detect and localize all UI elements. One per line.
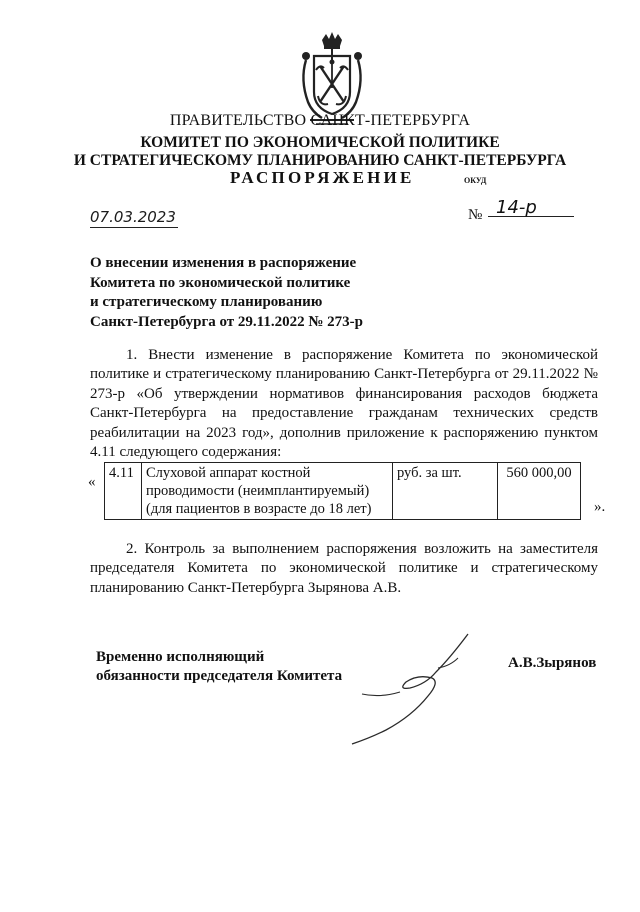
subject-line: Комитета по экономической политике — [90, 274, 351, 291]
item-name-line: проводимости (неимплантируемый) — [146, 483, 370, 499]
item-name-line: Слуховой аппарат костной — [146, 465, 311, 481]
handwritten-signature — [340, 628, 490, 748]
subject-line: О внесении изменения в распоряжение — [90, 255, 357, 271]
signatory-title — [96, 648, 342, 686]
item-value-cell: 560 000,00 — [498, 463, 581, 520]
okud-label: ОКУД — [464, 176, 487, 185]
number-label: № — [468, 207, 483, 223]
signatory-title-line: Временно исполняющий — [96, 649, 265, 665]
subject-line: Санкт-Петербурга от 29.11.2022 № 273-р — [90, 313, 364, 330]
table-row — [105, 463, 581, 520]
quote-open: « — [88, 474, 96, 490]
item-number-cell: 4.11 — [105, 463, 142, 520]
item-name-line: (для пациентов в возрасте до 18 лет) — [146, 501, 372, 517]
committee-name-line1: КОМИТЕТ ПО ЭКОНОМИЧЕСКОЙ ПОЛИТИКЕ — [140, 134, 500, 151]
document-date: 07.03.2023 — [90, 208, 176, 226]
paragraph-2: 2. Контроль за выполнением распоряжения возложить на заместителя председателя Комитета по экономической политике и стратегическому планированию Санкт-Петербурга Зырянова А.В. — [90, 541, 598, 596]
item-unit-cell: руб. за шт. — [393, 463, 498, 520]
subject-line: и стратегическому планированию — [90, 294, 323, 311]
signatory-name: А.В.Зырянов — [508, 655, 597, 671]
item-name-cell — [142, 463, 393, 520]
government-name: ПРАВИТЕЛЬСТВО САНКТ-ПЕТЕРБУРГА — [169, 112, 471, 129]
committee-name-line2: И СТРАТЕГИЧЕСКОМУ ПЛАНИРОВАНИЮ САНКТ-ПЕТЕРБУРГА — [73, 152, 567, 169]
signatory-title-line: обязанности председателя Комитета — [96, 668, 343, 684]
document-type: РАСПОРЯЖЕНИЕ — [230, 168, 415, 187]
inserted-item-table — [104, 462, 581, 520]
document-number: 14-р — [488, 197, 574, 217]
paragraph-1: 1. Внести изменение в распоряжение Комитета по экономической политике и стратегическому планированию Санкт-Петербурга от 29.11.2022 № 273-р «Об утверждении нормативов финансирования расходов бюджета Санкт-Петербурга на предоставление гражданам технических средств реабилитации на 2023 год», дополнив приложение к распоряжению пунктом 4.11 следующего содержания: — [90, 347, 598, 461]
document-subject — [90, 254, 363, 332]
quote-close: ». — [594, 499, 606, 515]
